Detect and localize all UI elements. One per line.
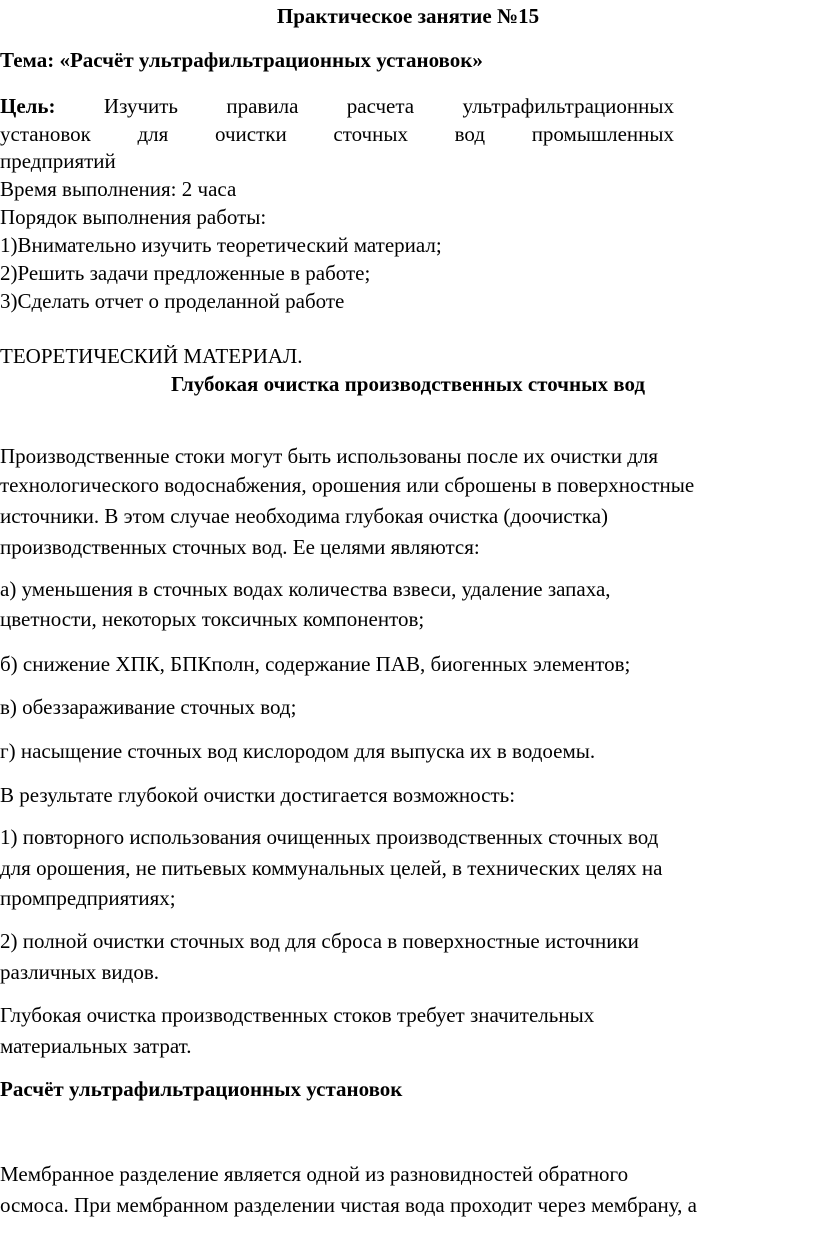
calc-heading: Расчёт ультрафильтрационных установок	[0, 1077, 403, 1101]
time-line: Время выполнения: 2 часа	[0, 177, 237, 201]
goal-item-d: г) насыщение сточных вод кислородом для выпуска их в водоемы.	[0, 739, 596, 763]
cost-line: Глубокая очистка производственных стоков требует значительных	[0, 1003, 595, 1027]
goal-line-3: предприятий	[0, 149, 116, 173]
theory-subheading: Глубокая очистка производственных сточных вод	[171, 372, 645, 396]
cost-line: материальных затрат.	[0, 1034, 192, 1058]
goal-item-a: а) уменьшения в сточных водах количества взвеси, удаление запаха,	[0, 577, 611, 601]
intro-line: производственных сточных вод. Ее целями являются:	[0, 535, 480, 559]
result-item-1: для орошения, не питьевых коммунальных целей, в технических целях на	[0, 856, 663, 880]
theory-heading: ТЕОРЕТИЧЕСКИЙ МАТЕРИАЛ.	[0, 344, 303, 368]
goal-item-b: б) снижение ХПК, БПКполн, содержание ПАВ, биогенных элементов;	[0, 652, 631, 676]
result-intro: В результате глубокой очистки достигается возможность:	[0, 783, 516, 807]
result-item-2: 2) полной очистки сточных вод для сброса в поверхностные источники	[0, 929, 639, 953]
goal-item-c: в) обеззараживание сточных вод;	[0, 695, 297, 719]
intro-line: источники. В этом случае необходима глубокая очистка (доочистка)	[0, 504, 609, 528]
goal-line-2: установок для очистки сточных вод промышленных	[0, 122, 674, 146]
page-title: Практическое занятие №15	[276, 4, 540, 28]
result-item-2: различных видов.	[0, 960, 159, 984]
order-heading: Порядок выполнения работы:	[0, 205, 267, 229]
goal-label: Цель:	[0, 94, 56, 118]
goal-text: Изучить правила расчета ультрафильтрационных	[103, 94, 674, 118]
result-item-1: 1) повторного использования очищенных производственных сточных вод	[0, 825, 659, 849]
result-item-1: промпредприятиях;	[0, 886, 176, 910]
step-item: 3)Сделать отчет о проделанной работе	[0, 289, 345, 313]
goal-item-a: цветности, некоторых токсичных компонентов;	[0, 607, 425, 631]
step-item: 1)Внимательно изучить теоретический материал;	[0, 233, 442, 257]
goal-line-1	[0, 93, 674, 119]
calc-para-line: Мембранное разделение является одной из разновидностей обратного	[0, 1162, 629, 1186]
topic-text: «Расчёт ультрафильтрационных установок»	[59, 48, 483, 72]
step-item: 2)Решить задачи предложенные в работе;	[0, 261, 371, 285]
calc-para-line: осмоса. При мембранном разделении чистая вода проходит через мембрану, а	[0, 1193, 697, 1217]
intro-line: Производственные стоки могут быть использованы после их очистки для	[0, 444, 659, 468]
intro-line: технологического водоснабжения, орошения или сброшены в поверхностные	[0, 473, 695, 497]
topic-label: Тема:	[0, 48, 55, 72]
topic-line	[0, 47, 483, 73]
